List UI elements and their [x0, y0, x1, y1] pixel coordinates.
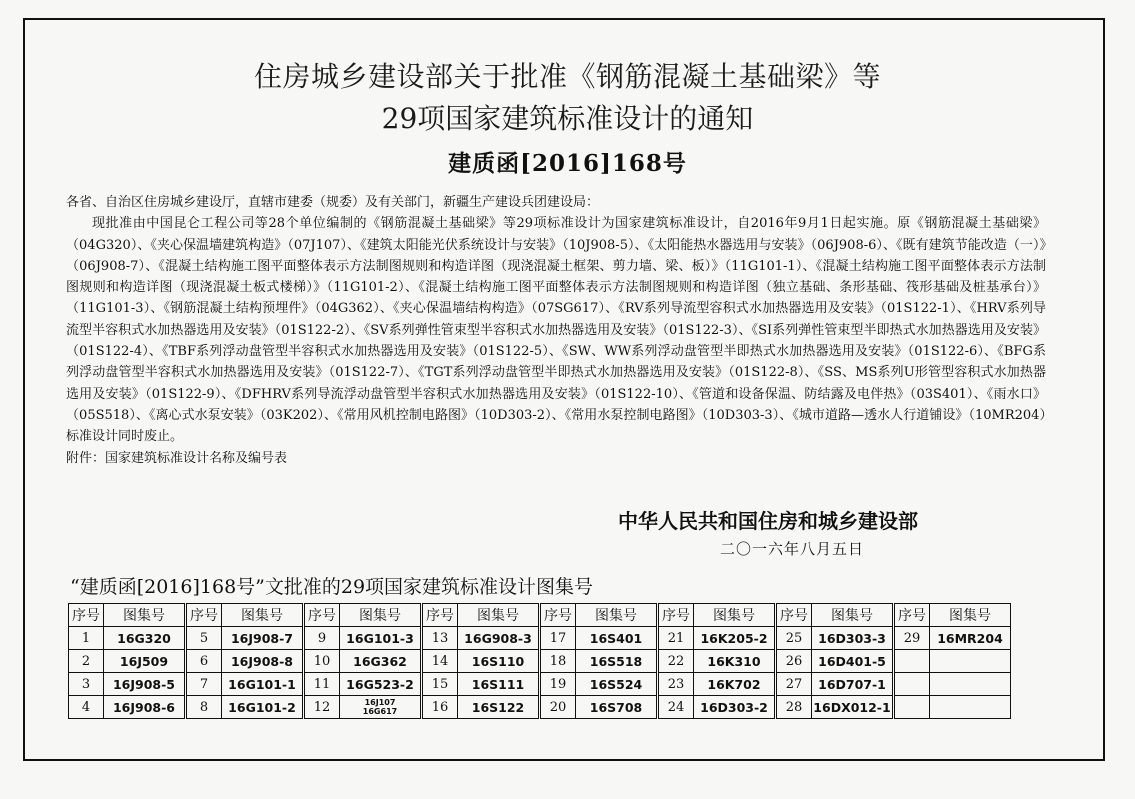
- header-seq: 序号: [422, 604, 458, 627]
- table-header-row: [69, 604, 1011, 627]
- seq-cell: 26: [776, 650, 812, 673]
- seq-cell: 10: [304, 650, 340, 673]
- header-code: 图集号: [576, 604, 658, 627]
- atlas-code-cell: 16J908-8: [222, 650, 304, 673]
- atlas-number-table: [68, 603, 1011, 719]
- atlas-code-cell: 16G908-3: [458, 627, 540, 650]
- notice-body: [66, 192, 1046, 469]
- seq-cell: 21: [658, 627, 694, 650]
- atlas-code-cell: 16K702: [694, 673, 776, 696]
- atlas-code-cell: 16J908-6: [104, 696, 186, 719]
- seq-cell: 24: [658, 696, 694, 719]
- atlas-code-cell: 16S401: [576, 627, 658, 650]
- atlas-code-cell: 16J908-7: [222, 627, 304, 650]
- atlas-code-cell: 16D401-5: [812, 650, 894, 673]
- seq-cell: 15: [422, 673, 458, 696]
- header-code: 图集号: [930, 604, 1011, 627]
- document-number: 建质函[2016]168号: [448, 150, 687, 177]
- notice-title-line-2: 29项国家建筑标准设计的通知: [381, 102, 754, 135]
- seq-cell: 29: [894, 627, 930, 650]
- header-seq: 序号: [658, 604, 694, 627]
- seq-cell: 9: [304, 627, 340, 650]
- atlas-code-cell: [930, 696, 1011, 719]
- seq-cell: 25: [776, 627, 812, 650]
- seq-cell: 11: [304, 673, 340, 696]
- atlas-code-cell: 16S122: [458, 696, 540, 719]
- table-title: “建质函[2016]168号”文批准的29项国家建筑标准设计图集号: [70, 576, 594, 598]
- atlas-code-cell: [930, 650, 1011, 673]
- attachment-line: 附件：国家建筑标准设计名称及编号表: [66, 450, 288, 466]
- header-seq: 序号: [540, 604, 576, 627]
- header-code: 图集号: [104, 604, 186, 627]
- atlas-code-cell: 16S111: [458, 673, 540, 696]
- header-seq: 序号: [304, 604, 340, 627]
- seq-cell: 4: [69, 696, 104, 719]
- seq-cell: [894, 696, 930, 719]
- seq-cell: 5: [186, 627, 222, 650]
- seq-cell: 7: [186, 673, 222, 696]
- header-code: 图集号: [812, 604, 894, 627]
- notice-title-line-1: 住房城乡建设部关于批准《钢筋混凝土基础梁》等: [253, 60, 881, 93]
- seq-cell: 19: [540, 673, 576, 696]
- seq-cell: 3: [69, 673, 104, 696]
- atlas-code-cell: 16D303-3: [812, 627, 894, 650]
- atlas-code-cell: 16S708: [576, 696, 658, 719]
- body-paragraph: 现批准由中国昆仑工程公司等28个单位编制的《钢筋混凝土基础梁》等29项标准设计为国家建筑标准设计，自2016年9月1日起实施。原《钢筋混凝土基础梁》（04G320）、《夹心保温墙建筑构造》（07J107）、《建筑太阳能光伏系统设计与安装》（10J908-5）、《太阳能热水器选用与安装》（06J908-6）、《既有建筑节能改造（一）》（06J908-7）、《混凝土结构施工图平面整体表示方法制图规则和构造详图（现浇混凝土框架、剪力墙、梁、板）》（11G101-1）、《混凝土结构施工图平面整体表示方法制图规则和构造详图（现浇混凝土板式楼梯）》（11G101-2）、《混凝土结构施工图平面整体表示方法制图规则和构造详图（独立基础、条形基础、筏形基础及桩基承台）》（11G101-3）、《钢筋混凝土结构预埋件》（04G362）、《夹心保温墙结构构造》（07SG617）、《RV系列导流型容积式水加热器选用及安装》（01S122-1）、《HRV系列导流型半容积式水加热器选用及安装》（01S122-2）、《SV系列弹性管束型半容积式水加热器选用及安装》（01S122-3）、《SI系列弹性管束型半即热式水加热器选用及安装》（01S122-4）、《TBF系列浮动盘管型半容积式水加热器选用及安装》（01S122-5）、《SW、WW系列浮动盘管型半即热式水加热器选用及安装》（01S122-6）、《BFG系列浮动盘管型半容积式水加热器选用及安装》（01S122-7）、《TGT系列浮动盘管型半即热式水加热器选用及安装》（01S122-8）、《SS、MS系列U形管型容积式水加热器选用及安装》（01S122-9）、《DFHRV系列导流浮动盘管型半容积式水加热器选用及安装》（01S122-10）、《管道和设备保温、防结露及电伴热》（03S401）、《雨水口》（05S518）、《离心式水泵安装》（03K202）、《常用风机控制电路图》（10D303-2）、《常用水泵控制电路图》（10D303-3）、《城市道路—透水人行道铺设》（10MR204）标准设计同时废止。: [66, 216, 1046, 445]
- atlas-code-cell: 16K205-2: [694, 627, 776, 650]
- atlas-code-cell: 16J908-5: [104, 673, 186, 696]
- table-row: [69, 696, 1011, 719]
- atlas-code-cell: 16G101-3: [340, 627, 422, 650]
- atlas-code-cell: 16G362: [340, 650, 422, 673]
- seq-cell: [894, 650, 930, 673]
- atlas-code-cell: 16G101-1: [222, 673, 304, 696]
- header-code: 图集号: [694, 604, 776, 627]
- seq-cell: 1: [69, 627, 104, 650]
- seq-cell: 14: [422, 650, 458, 673]
- addressee: 各省、自治区住房城乡建设厅，直辖市建委（规委）及有关部门，新疆生产建设兵团建设局：: [66, 195, 600, 210]
- header-seq: 序号: [894, 604, 930, 627]
- seq-cell: 12: [304, 696, 340, 719]
- seq-cell: 2: [69, 650, 104, 673]
- seq-cell: 27: [776, 673, 812, 696]
- seq-cell: 18: [540, 650, 576, 673]
- header-seq: 序号: [186, 604, 222, 627]
- issue-date: 二〇一六年八月五日: [720, 540, 865, 558]
- atlas-code-cell: 16G101-2: [222, 696, 304, 719]
- seq-cell: 23: [658, 673, 694, 696]
- header-code: 图集号: [458, 604, 540, 627]
- atlas-code-part: 16G617: [362, 707, 398, 716]
- header-code: 图集号: [222, 604, 304, 627]
- atlas-code-part: 16J107: [364, 698, 396, 707]
- seq-cell: 20: [540, 696, 576, 719]
- atlas-code-cell: [930, 673, 1011, 696]
- atlas-code-cell: 16K310: [694, 650, 776, 673]
- atlas-code-cell: 16D303-2: [694, 696, 776, 719]
- seq-cell: [894, 673, 930, 696]
- table-row: [69, 627, 1011, 650]
- issuing-authority: 中华人民共和国住房和城乡建设部: [618, 509, 918, 533]
- atlas-code-cell: 16S524: [576, 673, 658, 696]
- header-code: 图集号: [340, 604, 422, 627]
- atlas-code-cell: 16DX012-1: [812, 696, 894, 719]
- seq-cell: 6: [186, 650, 222, 673]
- table-row: [69, 650, 1011, 673]
- seq-cell: 8: [186, 696, 222, 719]
- header-seq: 序号: [776, 604, 812, 627]
- atlas-code-cell: 16D707-1: [812, 673, 894, 696]
- atlas-code-cell: 16MR204: [930, 627, 1011, 650]
- seq-cell: 17: [540, 627, 576, 650]
- seq-cell: 22: [658, 650, 694, 673]
- seq-cell: 28: [776, 696, 812, 719]
- atlas-code-cell: 16S518: [576, 650, 658, 673]
- atlas-code-cell: 16J509: [104, 650, 186, 673]
- seq-cell: 16: [422, 696, 458, 719]
- atlas-code-cell: [340, 696, 422, 719]
- seq-cell: 13: [422, 627, 458, 650]
- header-seq: 序号: [69, 604, 104, 627]
- atlas-code-cell: 16G523-2: [340, 673, 422, 696]
- table-row: [69, 673, 1011, 696]
- atlas-code-cell: 16S110: [458, 650, 540, 673]
- atlas-code-cell: 16G320: [104, 627, 186, 650]
